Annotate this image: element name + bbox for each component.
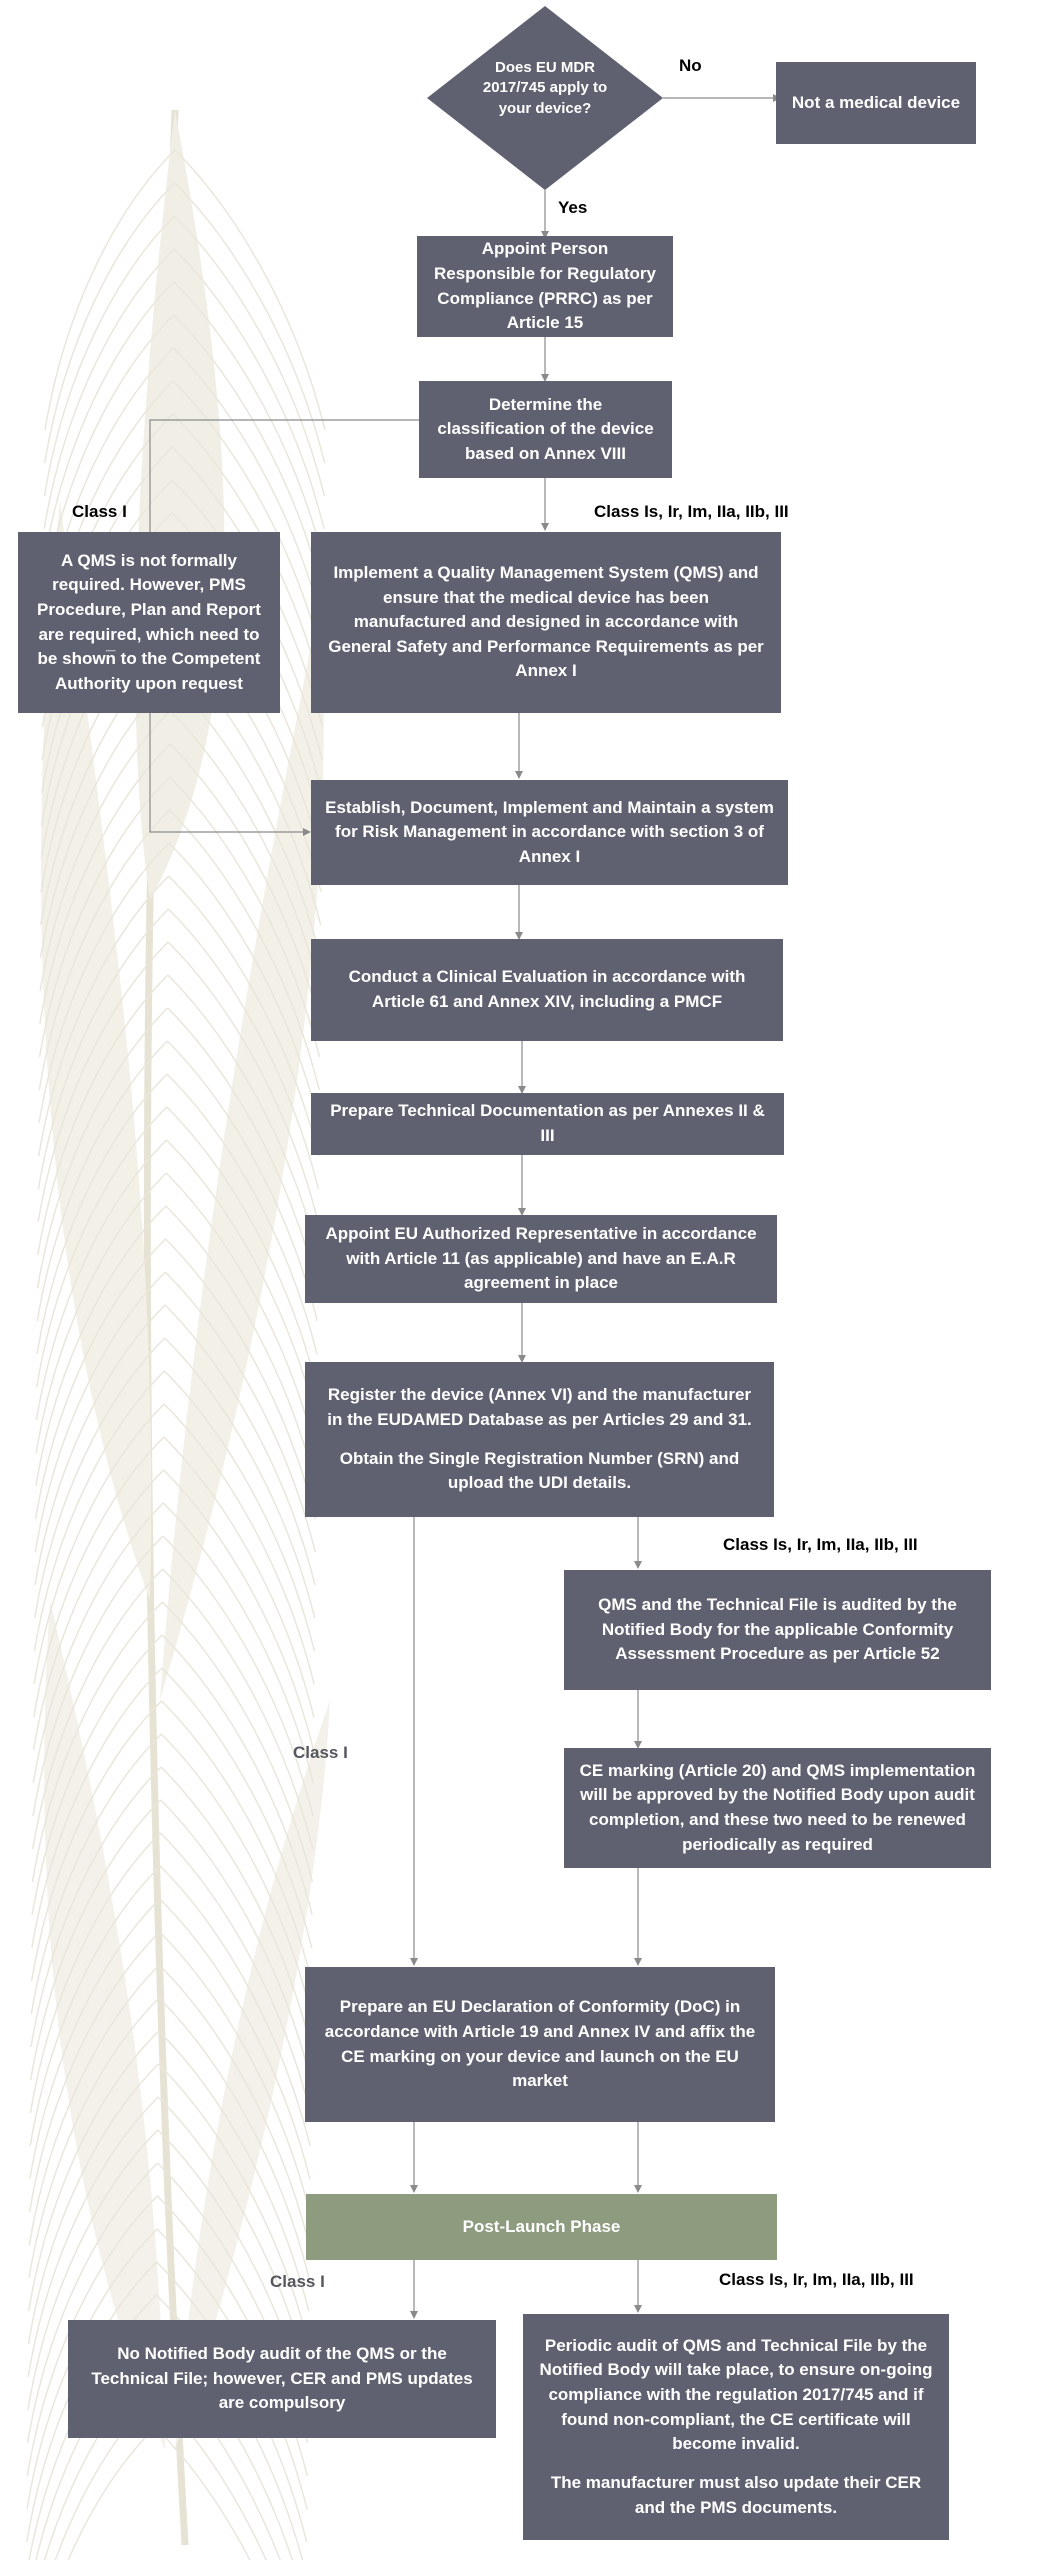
notified-body-audit-text: QMS and the Technical File is audited by the Notified Body for the applicable Conformity Assessment Procedure as per Article 52 [598, 1595, 957, 1664]
risk-management-box [311, 780, 788, 885]
risk-management-text: Establish, Document, Implement and Maintain a system for Risk Management in accordance with section 3 of Annex I [325, 797, 774, 866]
clinical-evaluation-text: Conduct a Clinical Evaluation in accordance with Article 61 and Annex XIV, including a PMCF [348, 967, 746, 1011]
srn-udi-text: Obtain the Single Registration Number (SRN) and upload the UDI details. [339, 1448, 740, 1493]
classification-text: Determine the classification of the device based on Annex VIII [437, 394, 654, 463]
declaration-of-conformity-box [305, 1967, 775, 2122]
technical-documentation-box [311, 1093, 784, 1155]
class-high-post-launch-note: The manufacturer must also update their CER and the PMS documents. [550, 2472, 922, 2517]
clinical-evaluation-box [311, 939, 783, 1041]
post-launch-phase-text: Post-Launch Phase [462, 2216, 621, 2236]
technical-documentation-text: Prepare Technical Documentation as per Annexes II & III [330, 1101, 765, 1145]
class-i-label: Class I [72, 502, 127, 521]
branch2-class-i-label: Class I [293, 1743, 348, 1762]
eudamed-registration-box [305, 1362, 774, 1517]
notified-body-audit-box [564, 1570, 991, 1690]
authorized-representative-text: Appoint EU Authorized Representative in accordance with Article 11 (as applicable) and have an E.A.R agreement in place [325, 1224, 757, 1293]
class-high-label: Class Is, Ir, Im, IIa, IIb, III [594, 502, 789, 521]
class-i-qms-note-box [18, 532, 280, 713]
class-high-post-launch-box [523, 2314, 949, 2540]
not-medical-device-text: Not a medical device [791, 92, 961, 112]
authorized-representative-box [305, 1215, 777, 1303]
decision-question: Does EU MDR 2017/745 apply to your device? [482, 59, 608, 117]
yes-label: Yes [558, 198, 588, 217]
no-label: No [679, 56, 702, 75]
class-i-post-launch-text: No Notified Body audit of the QMS or the Technical File; however, CER and PMS updates are compulsory [91, 2344, 473, 2413]
not-medical-device-box [776, 62, 976, 144]
class-i-qms-note-text: A QMS is not formally required. However, PMS Procedure, Plan and Report are required, which need to be shown̅ to the Competent Authority upon request [37, 550, 261, 693]
post-launch-phase-box [306, 2194, 777, 2260]
class-high-post-launch-text: Periodic audit of QMS and Technical File by the Notified Body will take place, to ensure on-going compliance with the regulation 2017/745 and if found non-compliant, the CE certificate will become invalid. [539, 2335, 933, 2454]
eudamed-registration-text: Register the device (Annex VI) and the manufacturer in the EUDAMED Database as per Articles 29 and 31. [327, 1385, 752, 1429]
declaration-of-conformity-text: Prepare an EU Declaration of Conformity (DoC) in accordance with Article 19 and Annex IV and affix the CE marking on your device and launch on the EU market [324, 1997, 756, 2091]
prrc-text: Appoint Person Responsible for Regulatory Compliance (PRRC) as per Article 15 [434, 239, 656, 333]
branch2-class-high-label: Class Is, Ir, Im, IIa, IIb, III [723, 1535, 918, 1554]
branch3-class-high-label: Class Is, Ir, Im, IIa, IIb, III [719, 2270, 914, 2289]
classification-box [419, 381, 672, 478]
ce-marking-box [564, 1748, 991, 1868]
prrc-box [417, 236, 673, 337]
feather-icon [25, 110, 330, 2560]
qms-box [311, 532, 781, 713]
class-i-post-launch-box [68, 2320, 496, 2438]
ce-marking-text: CE marking (Article 20) and QMS implementation will be approved by the Notified Body upon audit completion, and these two need to be renewed periodically as required [579, 1760, 976, 1854]
branch3-class-i-label: Class I [270, 2272, 325, 2291]
qms-text: Implement a Quality Management System (QMS) and ensure that the medical device has been manufactured and designed in accordance with General Safety and Performance Requirements as per Annex I [328, 562, 764, 681]
